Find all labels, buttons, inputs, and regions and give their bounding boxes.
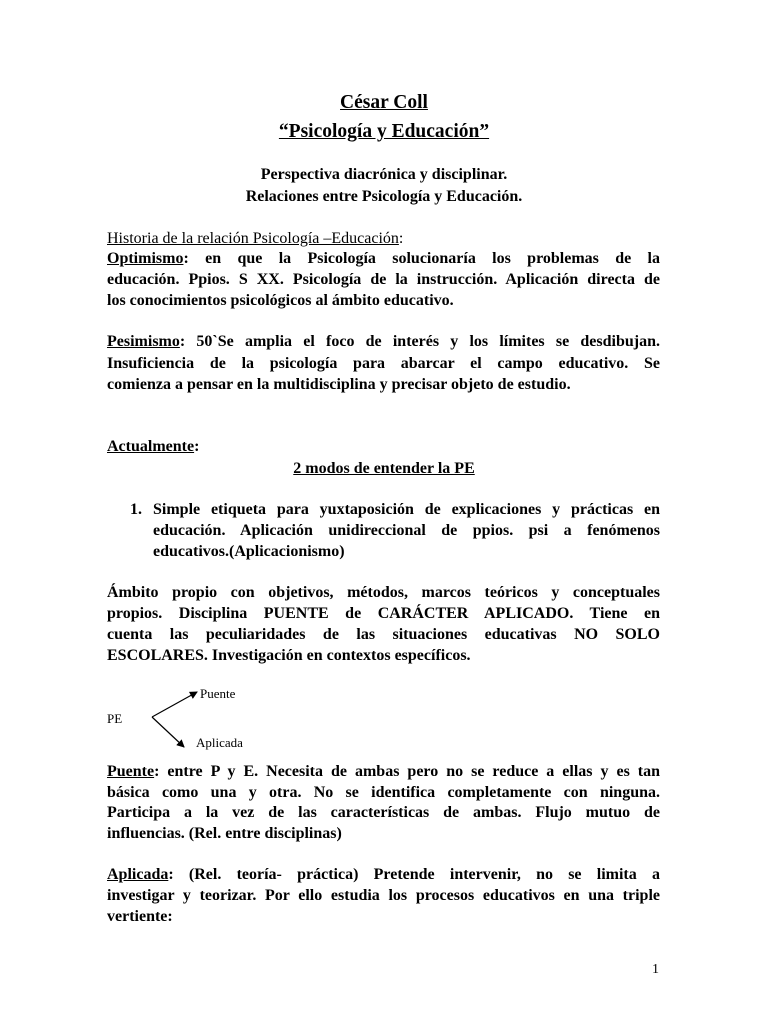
ambito-line-3: cuenta las peculiaridades de las situaciones educativas NO SOLO xyxy=(107,626,660,643)
historia-colon: : xyxy=(398,230,404,247)
modos-subheading: 2 modos de entender la PE xyxy=(293,460,475,477)
historia-heading-text: Historia de la relación Psicología –Educación xyxy=(107,230,399,247)
puente-label: Puente xyxy=(107,763,155,780)
diagram-label-pe: PE xyxy=(107,711,123,726)
puente-line-3: Participa a la vez de las características de ambas. Flujo mutuo de xyxy=(107,804,660,821)
actualmente-colon: : xyxy=(194,438,200,455)
subtitle-line-2: Relaciones entre Psicología y Educación. xyxy=(245,188,523,205)
pesimismo-text-1: : 50`Se amplia el foco de interés y los límites se desdibujan. xyxy=(179,333,660,350)
aplicada-line-3: vertiente: xyxy=(107,908,173,925)
aplicada-text-1: : (Rel. teoría- práctica) Pretende intervenir, no se limita a xyxy=(168,866,660,883)
aplicada-line-1 xyxy=(107,866,660,884)
ambito-line-4: ESCOLARES. Investigación en contextos específicos. xyxy=(107,647,471,664)
actualmente-label: Actualmente xyxy=(107,438,195,455)
item1-line-3: educativos.(Aplicacionismo) xyxy=(153,543,345,560)
doc-author: César Coll xyxy=(340,92,428,113)
subtitle-line-1: Perspectiva diacrónica y disciplinar. xyxy=(260,166,508,183)
optimismo-label: Optimismo xyxy=(107,250,184,267)
puente-line-1 xyxy=(107,763,660,781)
puente-line-4: influencias. (Rel. entre disciplinas) xyxy=(107,825,342,842)
diagram-label-aplicada: Aplicada xyxy=(196,735,243,750)
puente-line-2: básica como una y otra. No se identifica completamente con ninguna. xyxy=(107,784,660,801)
doc-title: “Psicología y Educación” xyxy=(278,121,490,142)
puente-text-1: : entre P y E. Necesita de ambas pero no se reduce a ellas y es tan xyxy=(154,763,660,780)
diagram-label-puente: Puente xyxy=(200,686,236,701)
pesimismo-line-2: Insuficiencia de la psicología para abarcar el campo educativo. Se xyxy=(107,355,660,372)
arrow-to-aplicada xyxy=(152,717,184,747)
aplicada-line-2: investigar y teorizar. Por ello estudia los procesos educativos en una triple xyxy=(107,887,660,904)
optimismo-line-2: educación. Ppios. S XX. Psicología de la instrucción. Aplicación directa de xyxy=(107,271,660,288)
ambito-line-2: propios. Disciplina PUENTE de CARÁCTER APLICADO. Tiene en xyxy=(107,605,660,622)
pesimismo-label: Pesimismo xyxy=(107,333,180,350)
optimismo-text-1: : en que la Psicología solucionaría los problemas de la xyxy=(183,250,660,267)
item1-number: 1. xyxy=(130,501,142,518)
pesimismo-line-3: comienza a pensar en la multidisciplina y precisar objeto de estudio. xyxy=(107,376,571,393)
item1-line-2: educación. Aplicación unidireccional de ppios. psi a fenómenos xyxy=(153,522,660,539)
arrow-to-puente xyxy=(152,692,197,717)
item1-line-1: Simple etiqueta para yuxtaposición de explicaciones y prácticas en xyxy=(153,501,660,518)
ambito-line-1: Ámbito propio con objetivos, métodos, marcos teóricos y conceptuales xyxy=(107,584,660,601)
page-number: 1 xyxy=(652,962,659,977)
aplicada-label: Aplicada xyxy=(107,866,169,883)
optimismo-line-3: los conocimientos psicológicos al ámbito educativo. xyxy=(107,292,454,309)
